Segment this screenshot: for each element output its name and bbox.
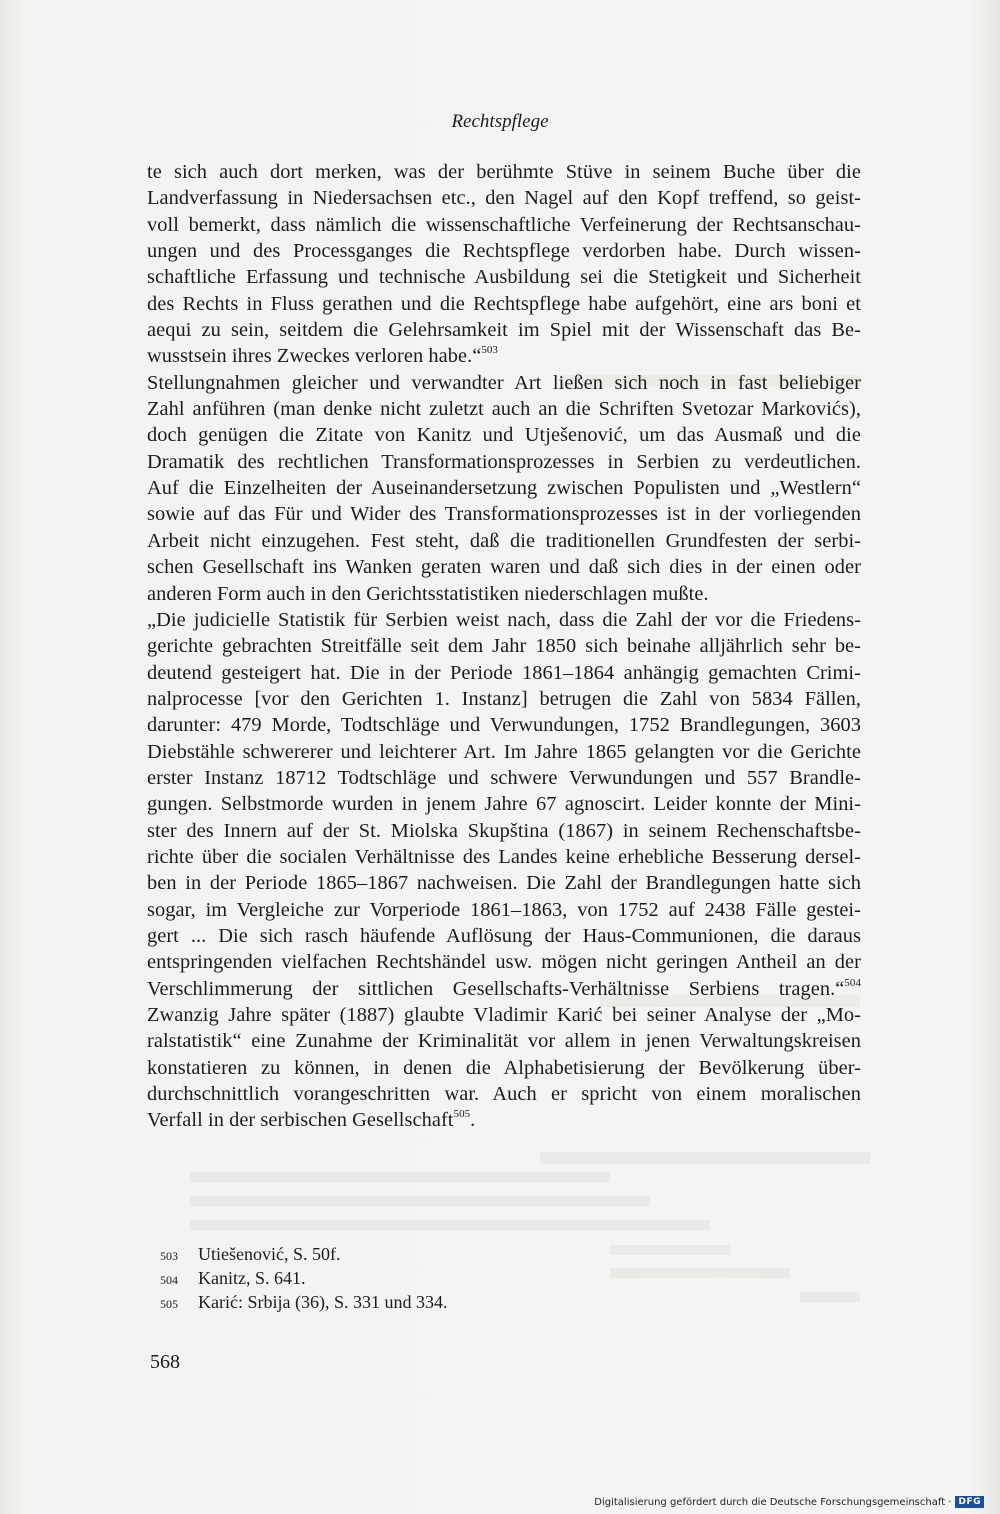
footnote-number: 503 [160,1249,178,1263]
footnote-ref[interactable]: 504 [844,976,861,989]
text-line-tail: . [470,1109,476,1132]
text-line-content: Zahl anführen (man denke nicht zuletzt auch an die Schriften Svetozar Markovićs), [147,398,861,421]
text-line [147,739,861,765]
text-line-content: des Rechts in Fluss gerathen und die Rechtspflege habe aufgehört, eine ars boni et [147,292,861,315]
text-line-content: Auf die Einzelheiten der Auseinandersetzung zwischen Populisten und „Westlern“ [147,477,861,500]
text-line [147,501,861,527]
footnote-number: 505 [160,1297,178,1311]
text-line-content: Landverfassung in Niedersachsen etc., den Nagel auf den Kopf treffend, so geist- [147,187,861,210]
footnote-text: Kanitz, S. 641. [198,1268,306,1288]
text-line-content: schen Gesellschaft ins Wanken geraten waren und daß sich dies in der einen oder [147,556,861,579]
footnote [160,1291,760,1315]
text-line-content: Diebstähle schwererer und leichterer Art. Im Jahre 1865 gelangten vor die Gerichte [147,740,861,763]
text-line-content: gert ... Die sich rasch häufende Auflösung der Haus-Communionen, die daraus [147,924,861,947]
running-head: Rechtspflege [451,111,549,132]
text-line [147,317,861,343]
text-line-content: entspringenden vielfachen Rechtshändel usw. mögen nicht geringen Antheil an der [147,951,861,974]
text-line [147,396,861,422]
text-line-content: aequi zu sein, seitdem die Gelehrsamkeit im Spiel mit der Wissenschaft das Be- [147,319,861,342]
text-line [147,185,861,211]
text-line-content: „Die judicielle Statistik für Serbien weist nach, dass die Zahl der vor die Friedens- [147,608,861,631]
text-line [147,1055,861,1081]
text-line [147,1107,861,1133]
text-line [147,370,861,396]
text-line [147,422,861,448]
footnote-text: Utiešenović, S. 50f. [198,1244,341,1264]
text-line-content: wusstsein ihres Zweckes verloren habe.“ [147,345,482,368]
text-line-content: Stellungnahmen gleicher und verwandter Art ließen sich noch in fast beliebiger [147,371,861,394]
footnote-ref[interactable]: 505 [453,1108,471,1121]
text-line-content: Verfall in der serbischen Gesellschaft [147,1109,454,1132]
text-line [147,818,861,844]
text-line [147,844,861,870]
text-line [147,791,861,817]
text-line-content: ster des Innern auf der St. Miolska Skupština (1867) in seinem Rechenschaftsbe- [147,819,861,842]
text-line-content: schaftliche Erfassung und technische Ausbildung sei die Stetigkeit und Sicherheit [147,266,861,289]
text-line [147,159,861,185]
text-line [147,1028,861,1054]
text-line [147,475,861,501]
text-line [147,1002,861,1028]
text-line [147,449,861,475]
text-line-content: nalprocesse [vor den Gerichten 1. Instanz] betrugen die Zahl von 5834 Fällen, [147,687,861,710]
text-line-content: gungen. Selbstmorde wurden in jenem Jahre 67 agnoscirt. Leider konnte der Mini- [147,793,861,816]
text-line-content: ben in der Periode 1865–1867 nachweisen. Die Zahl der Brandlegungen hatte sich [147,872,861,895]
text-line [147,1081,861,1107]
text-line [147,264,861,290]
text-line-content: ralstatistik“ eine Zunahme der Kriminalität vor allem in jenen Verwaltungskreisen [147,1030,861,1053]
footnote-ref[interactable]: 503 [481,344,498,357]
footnote [160,1243,760,1267]
page-number: 568 [150,1351,180,1373]
footnote-number: 504 [160,1273,178,1287]
text-line [147,765,861,791]
text-line-content: voll bemerkt, dass nämlich die wissenschaftliche Verfeinerung der Rechtsanschau- [147,213,861,236]
text-line [147,528,861,554]
text-line [147,897,861,923]
text-line [147,633,861,659]
footnotes [160,1243,760,1315]
text-line-content: Dramatik des rechtlichen Transformationsprozesses in Serbien zu verdeutlichen. [147,450,861,473]
text-line [147,607,861,633]
text-line-content: konstatieren zu können, in denen die Alphabetisierung der Bevölkerung über- [147,1056,861,1079]
footnote-text: Karić: Srbija (36), S. 331 und 334. [198,1292,448,1312]
dfg-logo: DFG [955,1496,984,1508]
text-line-content: gerichte gebrachten Streitfälle seit dem Jahr 1850 sich beinahe alljährlich sehr be- [147,635,861,658]
text-line [147,976,861,1002]
text-line-content: darunter: 479 Morde, Todtschläge und Verwundungen, 1752 Brandlegungen, 3603 [147,714,861,737]
text-line-content: Zwanzig Jahre später (1887) glaubte Vladimir Karić bei seiner Analyse der „Mo- [147,1004,861,1026]
text-line-content: Arbeit nicht einzugehen. Fest steht, daß die traditionellen Grundfesten der serbi- [147,529,861,552]
text-line-content: erster Instanz 18712 Todtschläge und schwere Verwundungen und 557 Brandle- [147,766,861,789]
footer-text: Digitalisierung gefördert durch die Deutsche Forschungsgemeinschaft · [594,1496,952,1508]
text-line [147,686,861,712]
text-line [147,949,861,975]
text-line-content: doch genügen die Zitate von Kanitz und Utješenović, um das Ausmaß und die [147,424,861,447]
text-line-content: anderen Form auch in den Gerichtsstatistiken niederschlagen mußte. [147,582,709,605]
text-line-content: richte über die socialen Verhältnisse des Landes keine erhebliche Besserung dersel- [147,845,861,868]
body-text [147,159,861,1134]
text-line-content: te sich auch dort merken, was der berühmte Stüve in seinem Buche über die [147,161,861,183]
text-line [147,581,861,607]
text-line [147,238,861,264]
text-line-content: ungen und des Processganges die Rechtspflege verdorben habe. Durch wissen- [147,240,861,263]
text-line [147,870,861,896]
text-line-content: sogar, im Vergleiche zur Vorperiode 1861–1863, von 1752 auf 2438 Fälle gestei- [147,898,861,921]
text-line [147,660,861,686]
footnote [160,1267,760,1291]
text-line-content: sowie auf das Für und Wider des Transformationsprozesses ist in der vorliegenden [147,503,861,526]
text-line-content: deutend gesteigert hat. Die in der Periode 1861–1864 anhängig gemachten Crimi- [147,661,861,684]
text-line [147,343,861,369]
text-line [147,212,861,238]
text-line-content: Verschlimmerung der sittlichen Gesellschafts-Verhältnisse Serbiens tragen.“ [147,977,845,1000]
text-line [147,923,861,949]
text-line [147,554,861,580]
text-line [147,291,861,317]
text-line [147,712,861,738]
text-line-content: durchschnittlich vorangeschritten war. Auch er spricht von einem moralischen [147,1083,861,1106]
dfg-footer [594,1496,984,1508]
